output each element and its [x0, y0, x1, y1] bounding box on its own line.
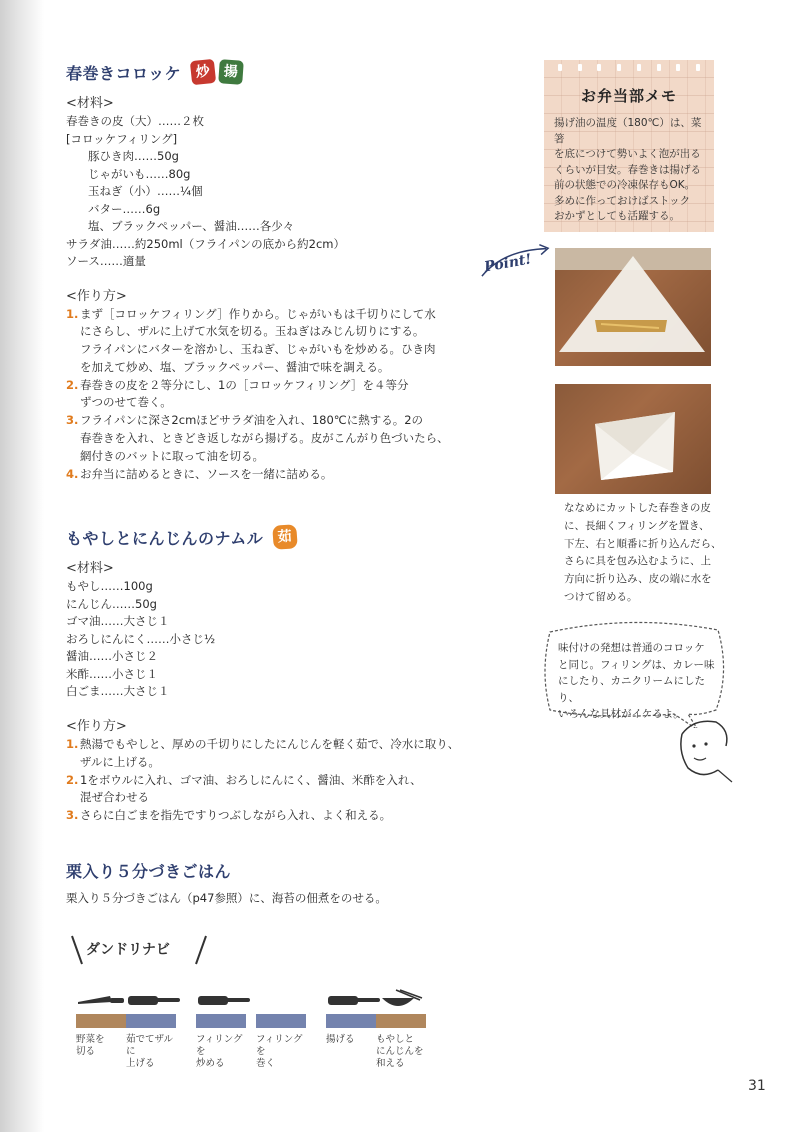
method-step	[66, 772, 496, 808]
method-step	[66, 807, 496, 825]
step-line: さらに白ごまを指先ですりつぶしながら入れ、よく和える。	[80, 808, 392, 823]
dandori-step	[126, 988, 176, 1070]
text-line: にしたり、カニクリームにしたり、	[558, 675, 705, 704]
method-step	[66, 306, 496, 377]
material-item: サラダ油……約250ml（フライパンの底から約2cm）	[66, 236, 345, 251]
chef-face-icon	[672, 712, 736, 784]
step-line: ザルに上げる。	[80, 754, 160, 769]
material-item: 塩、ブラックペッパー、醤油……各少々	[88, 219, 295, 233]
text-line: ななめにカットした春巻きの皮	[564, 502, 711, 514]
step-number: 1.	[66, 306, 79, 321]
bubble-text	[558, 640, 718, 723]
book-spine-shadow	[0, 0, 44, 1132]
recipe3-title: 栗入り５分づきごはん	[66, 861, 232, 881]
step-number: 2.	[66, 377, 79, 392]
dandori-bar	[196, 1014, 246, 1028]
dandori-step	[76, 988, 126, 1058]
material-item: じゃがいも……80g	[88, 166, 191, 181]
method-heading: <作り方>	[66, 718, 127, 734]
dandori-step-label: もやしと にんじんを 和える	[376, 1034, 424, 1069]
materials-list	[66, 113, 496, 271]
material-item: 醤油……小さじ２	[66, 649, 158, 664]
frying-pan-icon	[196, 988, 246, 1012]
dandori-bar	[126, 1014, 176, 1028]
material-item: バター……6g	[88, 201, 161, 216]
step-number: 3.	[66, 808, 79, 823]
dandori-step	[196, 988, 246, 1070]
text-line: 方向に折り込み、皮の端に水を	[564, 573, 712, 586]
text-line: おかずとしても活躍する。	[554, 210, 680, 222]
main-column	[66, 60, 496, 907]
dandori-label: ダンドリナビ	[86, 942, 170, 958]
dandori-bar	[326, 1014, 376, 1028]
memo-holes	[544, 60, 714, 71]
material-item: もやし……100g	[66, 579, 153, 594]
text-line: つけて留める。	[564, 590, 638, 603]
dandori-bar	[76, 1014, 126, 1028]
text-line: さらに具を包み込むように、上	[564, 555, 711, 568]
dandori-step	[326, 988, 376, 1046]
dandori-step-label: 揚げる	[326, 1034, 355, 1045]
deep-fry-badge: 揚	[218, 59, 244, 85]
step-line: まず［コロッケフィリング］作りから。じゃがいもは千切りにして水	[80, 306, 436, 321]
dandori-flow	[76, 988, 436, 1078]
dandori-bar	[256, 1014, 306, 1028]
material-item: ソース……適量	[66, 254, 146, 268]
step-line: にさらし、ザルに上げて水気を切る。玉ねぎはみじん切りにする。	[80, 324, 425, 339]
step-line: お弁当に詰めるときに、ソースを一緒に詰める。	[80, 466, 333, 481]
material-item: 米酢……小さじ１	[66, 666, 158, 681]
memo-title: お弁当部メモ	[580, 87, 677, 105]
step-line: フライパンに深さ2cmほどサラダ油を入れ、180℃に熱する。2の	[80, 413, 424, 428]
dandori-step-label: フィリングを 炒める	[196, 1034, 243, 1069]
dandori-step	[256, 988, 306, 1070]
spring-roll-photo-1	[555, 248, 711, 366]
method-steps	[66, 736, 496, 825]
step-line: を加えて炒め、塩、ブラックペッパー、醤油で味を調える。	[80, 359, 390, 374]
step-line: 1をボウルに入れ、ゴマ油、おろしにんにく、醤油、米酢を入れ、	[80, 772, 422, 787]
method-step	[66, 466, 496, 484]
frying-pan-icon	[326, 988, 376, 1012]
recipe1-title: 春巻きコロッケ	[66, 63, 182, 83]
recipe-title	[66, 859, 496, 882]
knife-icon	[76, 988, 126, 1012]
boil-badge: 茹	[272, 525, 298, 551]
material-item: にんじん……50g	[66, 596, 157, 611]
step-line: 網付きのバットに取って油を切る。	[80, 448, 264, 463]
step-line: フライパンにバターを溶かし、玉ねぎ、じゃがいもを炒める。ひき肉	[80, 342, 436, 357]
material-item: 玉ねぎ（小）……¼個	[88, 184, 203, 198]
material-item: 白ごま……大さじ１	[66, 684, 170, 699]
method-steps	[66, 306, 496, 484]
recipe2-title: もやしとにんじんのナムル	[66, 528, 264, 548]
material-item: 春巻きの皮（大）……２枚	[66, 114, 204, 128]
step-number: 2.	[66, 772, 79, 787]
dandori-step-label: 野菜を 切る	[76, 1034, 105, 1057]
step-text	[80, 736, 496, 772]
step-line: 混ぜ合わせる	[80, 790, 149, 805]
method-step	[66, 736, 496, 772]
dandori-step	[376, 988, 426, 1070]
step-number: 4.	[66, 466, 79, 481]
step-line: 春巻きを入れ、ときどき返しながら揚げる。皮がこんがり色づいたら、	[80, 431, 449, 446]
step-text	[80, 412, 496, 465]
text-line: 多めに作っておけばストック	[554, 194, 691, 207]
material-item: 豚ひき肉……50g	[88, 149, 179, 163]
step-number: 1.	[66, 736, 79, 751]
method-heading: <作り方>	[66, 288, 127, 304]
step-text	[80, 306, 496, 377]
material-item: ゴマ油……大さじ１	[66, 614, 170, 629]
step-line: 春巻きの皮を２等分にし、1の［コロッケフィリング］を４等分	[80, 377, 409, 392]
text-line: を底につけて勢いよく泡が出る	[554, 148, 701, 160]
frying-pan-icon	[126, 988, 176, 1012]
text-line: と同じ。フィリングは、カレー味	[558, 658, 715, 671]
materials-list	[66, 578, 496, 701]
text-line: くらいが目安。春巻きは揚げる	[554, 163, 701, 176]
dandori-step-label: 茹でてザルに 上げる	[126, 1034, 174, 1069]
material-item: [コロッケフィリング]	[66, 131, 178, 146]
recipe3-text: 栗入り５分づきごはん（p47参照）に、海苔の佃煮をのせる。	[66, 890, 387, 905]
text-line: いろんな具材がイケるよ。	[558, 708, 684, 720]
photo-caption	[564, 500, 724, 607]
memo-text	[544, 106, 714, 225]
page-number: 31	[748, 1078, 766, 1094]
text-line: 下左、右と順番に折り込んだら、	[564, 537, 722, 550]
text-line: 前の状態での冷凍保存もOK。	[554, 179, 696, 191]
step-text	[80, 377, 496, 413]
stir-fry-badge: 炒	[190, 59, 216, 85]
recipe-title	[66, 525, 496, 549]
point-text: Point!	[483, 251, 533, 276]
bowl-icon	[376, 988, 426, 1012]
step-text	[80, 807, 496, 825]
recipe-title	[66, 60, 496, 84]
dandori-nav-heading	[70, 934, 470, 968]
step-text	[80, 772, 496, 808]
method-step	[66, 412, 496, 465]
dandori-step-label: フィリングを 巻く	[256, 1034, 303, 1069]
bento-memo-card	[544, 60, 714, 232]
dandori-blank	[256, 988, 306, 1012]
materials-heading: <材料>	[66, 96, 114, 111]
step-line: ずつのせて巻く。	[80, 395, 172, 410]
step-number: 3.	[66, 413, 79, 428]
material-item: おろしにんにく……小さじ½	[66, 631, 216, 646]
step-line: 熱湯でもやしと、厚めの千切りにしたにんじんを軽く茹で、冷水に取り、	[80, 736, 460, 751]
text-line: に、長細くフィリングを置き、	[564, 519, 710, 532]
dandori-bar	[376, 1014, 426, 1028]
text-line: 揚げ油の温度（180℃）は、菜箸	[554, 117, 702, 145]
spring-roll-photo-2	[555, 384, 711, 494]
materials-heading: <材料>	[66, 561, 114, 577]
step-text	[80, 466, 496, 484]
text-line: 味付けの発想は普通のコロッケ	[558, 642, 705, 654]
method-step	[66, 377, 496, 413]
